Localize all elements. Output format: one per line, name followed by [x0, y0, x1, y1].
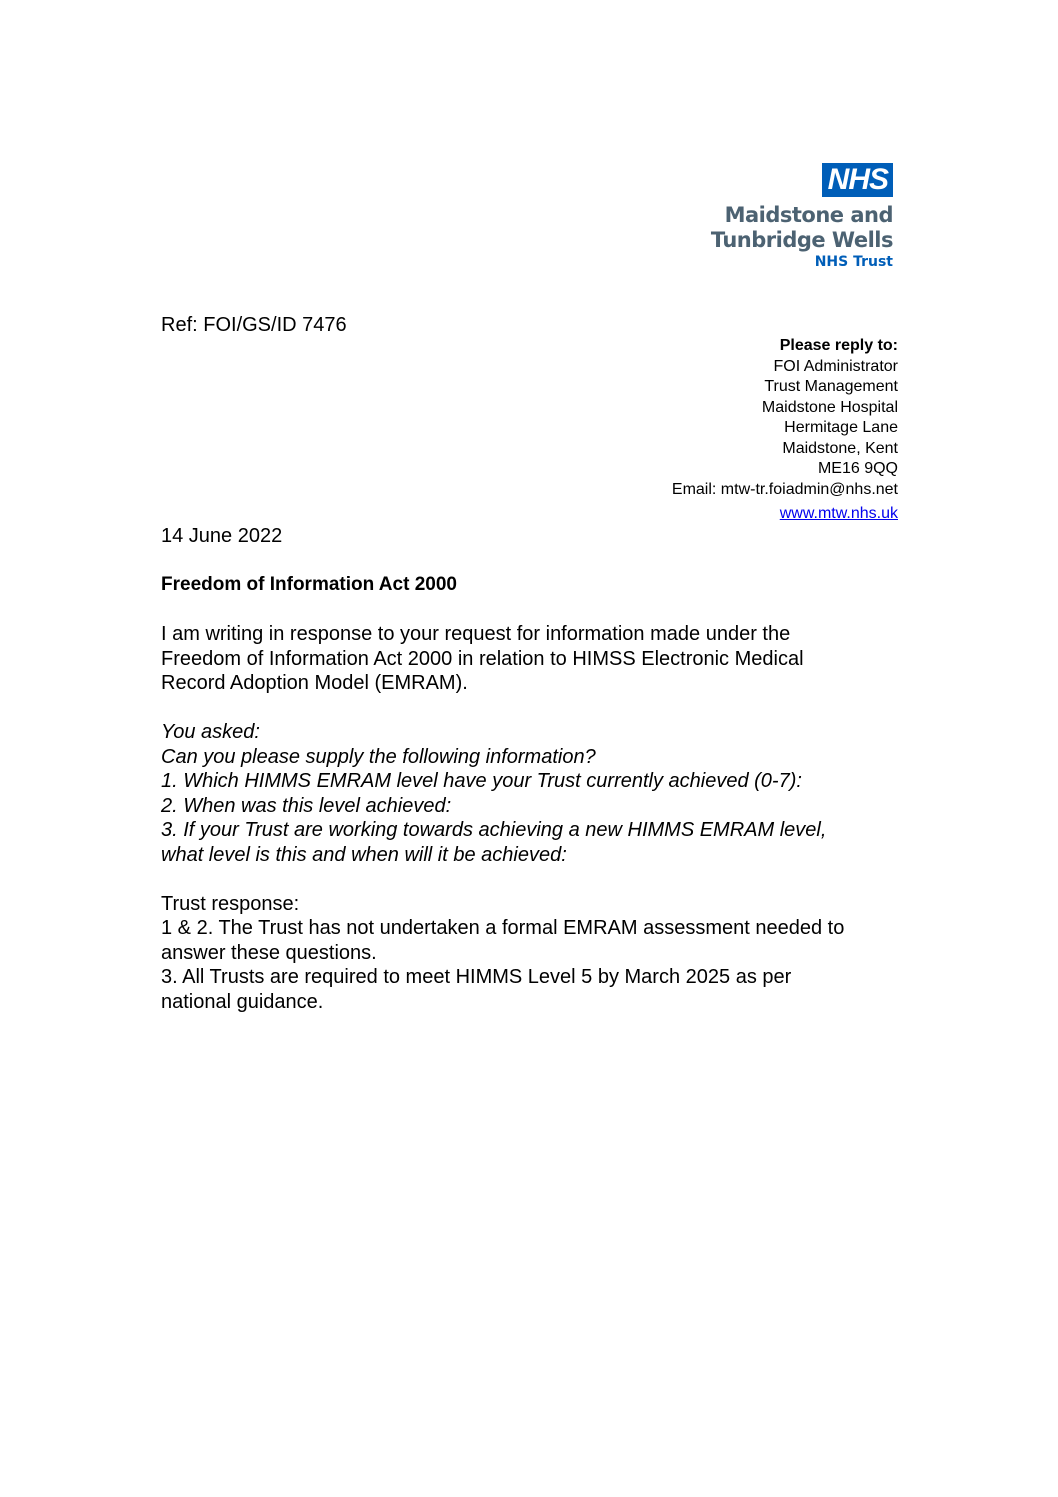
nhs-badge: NHS — [822, 163, 893, 197]
reply-line: ME16 9QQ — [817, 460, 898, 477]
nhs-trust-logo — [673, 163, 893, 271]
reply-line: Hermitage Lane — [784, 419, 898, 436]
reference-number: Ref: FOI/GS/ID 7476 — [161, 314, 347, 336]
letter-title: Freedom of Information Act 2000 — [161, 574, 457, 595]
intro-line: I am writing in response to your request for information made under the — [161, 623, 791, 645]
website-link[interactable]: www.mtw.nhs.uk — [779, 505, 898, 522]
intro-line: Record Adoption Model (EMRAM). — [161, 672, 468, 694]
reply-line: Trust Management — [764, 378, 898, 395]
request-line: Can you please supply the following information? — [161, 745, 596, 768]
intro-line: Freedom of Information Act 2000 in relation to HIMSS Electronic Medical — [161, 647, 804, 670]
request-line: what level is this and when will it be achieved: — [161, 843, 567, 866]
request-line: You asked: — [161, 721, 260, 743]
response-line: 1 & 2. The Trust has not undertaken a formal EMRAM assessment needed to — [161, 917, 845, 939]
request-paragraph — [161, 720, 901, 867]
logo-org-line-1: Maidstone and — [724, 203, 893, 227]
response-line: Trust response: — [161, 892, 300, 915]
reply-address — [672, 336, 898, 525]
reply-line: Maidstone Hospital — [761, 398, 898, 416]
request-line: 3. If your Trust are working towards achieving a new HIMMS EMRAM level, — [161, 819, 827, 841]
response-line: 3. All Trusts are required to meet HIMMS Level 5 by March 2025 as per — [161, 966, 792, 988]
logo-org-line-3: NHS Trust — [814, 254, 893, 270]
reply-line: Maidstone, Kent — [782, 439, 898, 457]
letter-date: 14 June 2022 — [161, 525, 283, 547]
reply-line: FOI Administrator — [773, 357, 898, 375]
request-line: 2. When was this level achieved: — [161, 794, 452, 817]
reply-heading: Please reply to: — [779, 337, 898, 354]
letter-body — [161, 622, 901, 1039]
request-line: 1. Which HIMMS EMRAM level have your Trust currently achieved (0-7): — [161, 770, 802, 792]
response-paragraph — [161, 892, 901, 1015]
response-line: national guidance. — [161, 990, 324, 1013]
response-line: answer these questions. — [161, 941, 377, 964]
intro-paragraph — [161, 622, 901, 696]
logo-org-line-2: Tunbridge Wells — [710, 228, 893, 252]
reply-email: Email: mtw-tr.foiadmin@nhs.net — [671, 480, 898, 498]
